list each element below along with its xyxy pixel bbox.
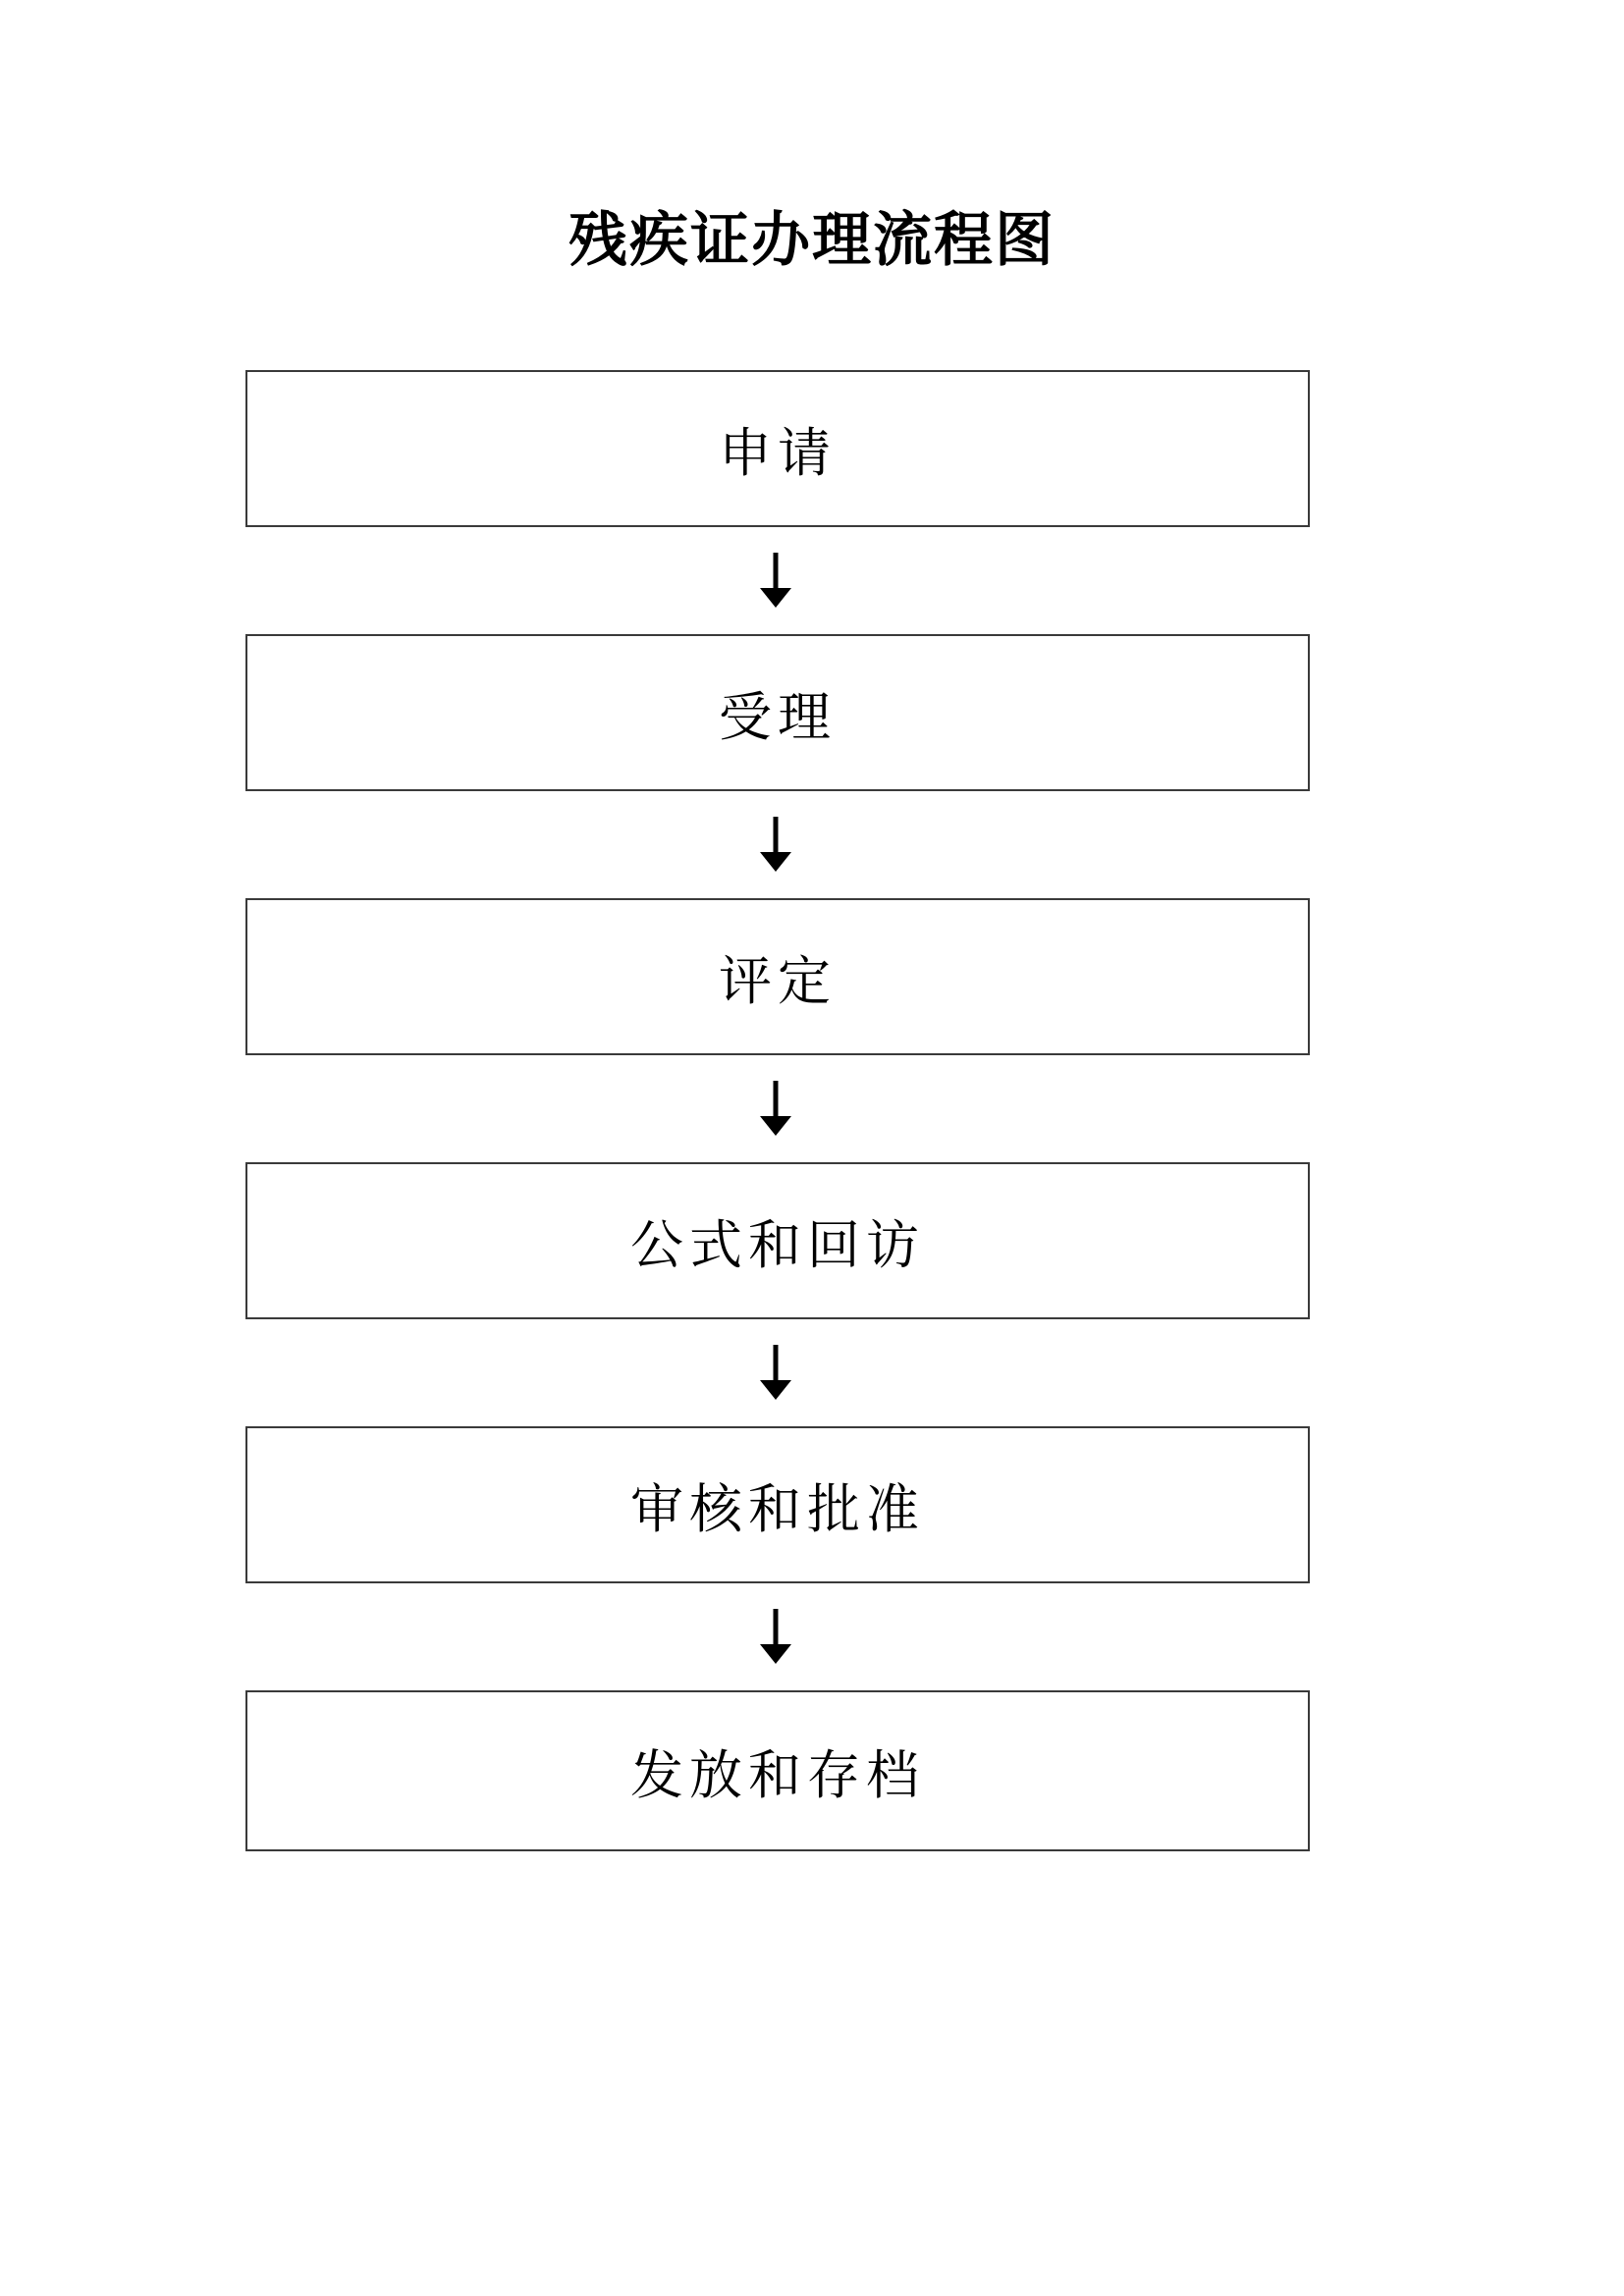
down-arrow-icon [756, 817, 795, 872]
down-arrow-icon [756, 1609, 795, 1664]
flow-step-review-approve [245, 1426, 1310, 1583]
flow-step-issue-archive [245, 1690, 1310, 1851]
down-arrow-icon [756, 553, 795, 608]
flow-step-label: 审核和批准 [630, 1477, 925, 1540]
page-title: 残疾证办理流程图 [568, 206, 1056, 275]
down-arrow-icon [756, 1081, 795, 1136]
flow-step-publicize-revisit [245, 1162, 1310, 1319]
flow-step-label: 发放和存档 [630, 1743, 925, 1806]
flow-step-apply [245, 370, 1310, 527]
flow-step-label: 申请 [719, 421, 837, 484]
flow-step-accept [245, 634, 1310, 791]
flow-step-label: 受理 [719, 685, 837, 748]
down-arrow-icon [756, 1345, 795, 1400]
flow-step-assess [245, 898, 1310, 1055]
flow-step-label: 评定 [719, 949, 837, 1012]
flow-step-label: 公式和回访 [630, 1213, 925, 1276]
